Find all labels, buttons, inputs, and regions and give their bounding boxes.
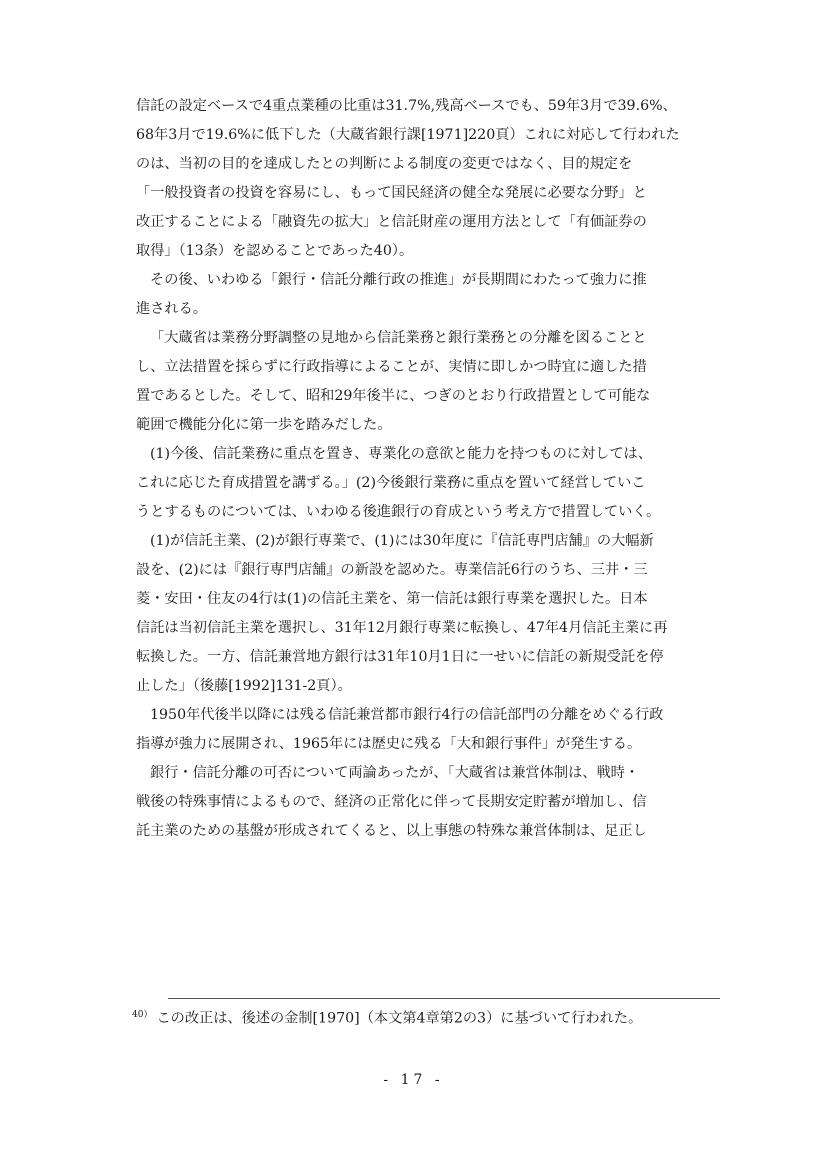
text-line: 託主業のための基盤が形成されてくると、以上事態の特殊な兼営体制は、足正し: [136, 823, 647, 839]
text-line: 戦後の特殊事情によるもので、経済の正常化に伴って長期安定貯蓄が増加し、信: [136, 794, 647, 810]
text-line: 進される。: [136, 301, 207, 317]
text-line: 信託は当初信託主業を選択し、31年12月銀行専業に転換し、47年4月信託主業に再: [136, 620, 668, 636]
text-line: 1950年代後半以降には残る信託兼営都市銀行4行の信託部門の分離をめぐる行政: [150, 707, 664, 723]
text-line: 取得」（13条）を認めることであった40）。: [136, 243, 414, 259]
text-line: 範囲で機能分化に第一歩を踏みだした。: [136, 417, 392, 433]
text-line: 銀行・信託分離の可否について両論あったが、「大蔵省は兼営体制は、戦時・: [150, 765, 640, 781]
text-line: のは、当初の目的を達成したとの判断による制度の変更ではなく、目的規定を: [136, 156, 633, 172]
text-line: (1)今後、信託業務に重点を置き、専業化の意欲と能力を持つものに対しては、: [150, 446, 652, 462]
text-line: うとするものについては、いわゆる後進銀行の育成という考え方で措置していく。: [136, 504, 661, 520]
text-line: (1)が信託主業、(2)が銀行専業で、(1)には30年度に『信託専門店舗』の大幅新: [150, 533, 654, 549]
text-line: その後、いわゆる「銀行・信託分離行政の推進」が長期間にわたって強力に推: [150, 272, 647, 288]
text-line: 68年3月で19.6%に低下した（大蔵省銀行課[1971]220頁）これに対応して行われた: [136, 127, 680, 143]
text-line: 「大蔵省は業務分野調整の見地から信託業務と銀行業務との分離を図ることと: [150, 330, 647, 346]
footnote-text: この改正は、後述の金制[1970]（本文第4章第2の3）に基づいて行われた。: [156, 1010, 643, 1027]
text-line: 「一般投資者の投資を容易にし、もって国民経済の健全な発展に必要な分野」と: [136, 185, 647, 201]
text-line: し、立法措置を採らずに行政指導によることが、実情に即しかつ時宜に適した措: [136, 359, 647, 375]
footnote-mark: 40）: [132, 1010, 153, 1020]
footnote-divider: [168, 998, 720, 999]
page-number: - 17 -: [383, 1072, 444, 1088]
text-line: 設を、(2)には『銀行専門店舗』の新設を認めた。専業信託6行のうち、三井・三: [136, 562, 648, 578]
text-line: 転換した。一方、信託兼営地方銀行は31年10月1日に一せいに信託の新規受託を停: [136, 649, 664, 665]
text-line: 菱・安田・住友の4行は(1)の信託主業を、第一信託は銀行専業を選択した。日本: [136, 591, 648, 607]
text-line: 改正することによる「融資先の拡大」と信託財産の運用方法として「有価証券の: [136, 214, 647, 230]
footnote: [132, 1004, 732, 1030]
text-line: これに応じた育成措置を講ずる。」(2)今後銀行業務に重点を置いて経営していこ: [136, 475, 646, 491]
body-text: [136, 92, 736, 846]
text-line: 止した」（後藤[1992]131-2頁）。: [136, 678, 352, 694]
text-line: 指導が強力に展開され、1965年には歴史に残る「大和銀行事件」が発生する。: [136, 736, 642, 752]
text-line: 信託の設定ベースで4重点業種の比重は31.7%,残高ベースでも、59年3月で39.6%、: [136, 98, 677, 114]
text-line: 置であるとした。そして、昭和29年後半に、つぎのとおり行政措置として可能な: [136, 388, 651, 404]
